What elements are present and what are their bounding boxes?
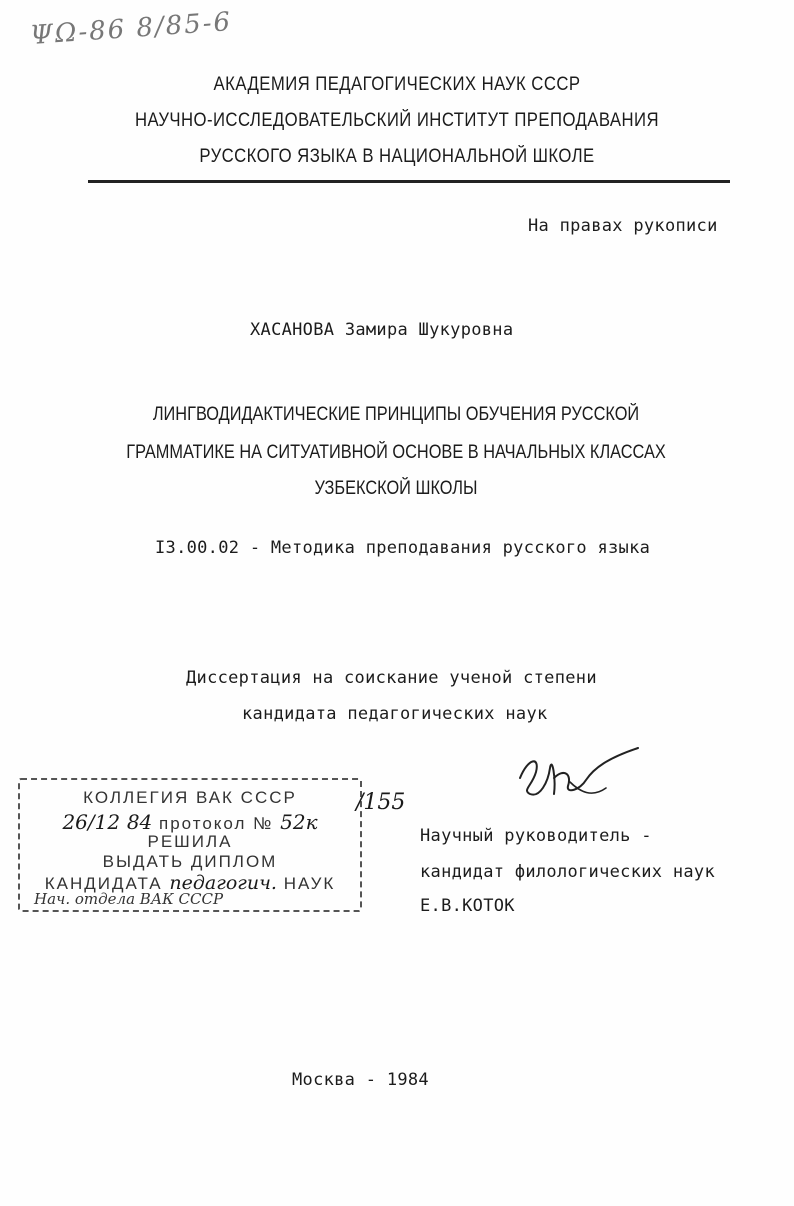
handwritten-archive-number: ΨΩ-86 8/85-6: [29, 6, 234, 52]
author-name: ХАСАНОВА Замира Шукуровна: [250, 320, 514, 340]
signature-mark: [510, 738, 650, 808]
stamp-collegium: КОЛЛЕГИЯ ВАК СССР: [83, 788, 297, 807]
title-line-3: УЗБЕКСКОЙ ШКОЛЫ: [314, 478, 478, 499]
stamp-protocol-label: протокол №: [159, 814, 274, 833]
stamp-hand-field: педагогич.: [169, 872, 277, 894]
specialty-code: I3.00.02 - Методика преподавания русского языка: [155, 538, 651, 558]
stamp-decided: РЕШИЛА: [147, 832, 233, 851]
stamp-hand-protocol-suffix: /155: [356, 790, 406, 815]
header-divider: [88, 180, 730, 183]
stamp-protocol-line: [20, 810, 360, 834]
stamp-department-head: Нач. отдела ВАК СССР: [34, 890, 224, 908]
header-institute-cont: РУССКОГО ЯЗЫКА В НАЦИОНАЛЬНОЙ ШКОЛЕ: [199, 146, 595, 167]
stamp-issue-diploma: ВЫДАТЬ ДИПЛОМ: [102, 852, 278, 871]
stamp-hand-year: 84: [126, 810, 153, 834]
title-line-2: ГРАММАТИКЕ НА СИТУАТИВНОЙ ОСНОВЕ В НАЧАЛЬНЫХ КЛАССАХ: [126, 442, 666, 463]
degree-line-2: кандидата педагогических наук: [242, 704, 548, 724]
header-institute: НАУЧНО-ИССЛЕДОВАТЕЛЬСКИЙ ИНСТИТУТ ПРЕПОДАВАНИЯ: [134, 110, 659, 131]
stamp-hand-protocol-number: 52к: [280, 810, 318, 834]
vak-approval-stamp: [18, 778, 362, 912]
manuscript-rights-note: На правах рукописи: [528, 216, 718, 236]
stamp-candidate-label: КАНДИДАТА: [44, 874, 163, 893]
stamp-hand-date: 26/12: [62, 810, 121, 834]
supervisor-label: Научный руководитель -: [420, 826, 652, 846]
place-and-year: Москва - 1984: [292, 1070, 429, 1090]
stamp-sciences-label: НАУК: [283, 874, 336, 893]
header-academy: АКАДЕМИЯ ПЕДАГОГИЧЕСКИХ НАУК СССР: [213, 74, 581, 95]
degree-line-1: Диссертация на соискание ученой степени: [186, 668, 597, 688]
supervisor-degree: кандидат филологических наук: [420, 862, 715, 882]
title-line-1: ЛИНГВОДИДАКТИЧЕСКИЕ ПРИНЦИПЫ ОБУЧЕНИЯ РУССКОЙ: [152, 404, 640, 425]
supervisor-name: Е.В.КОТОК: [420, 896, 515, 916]
